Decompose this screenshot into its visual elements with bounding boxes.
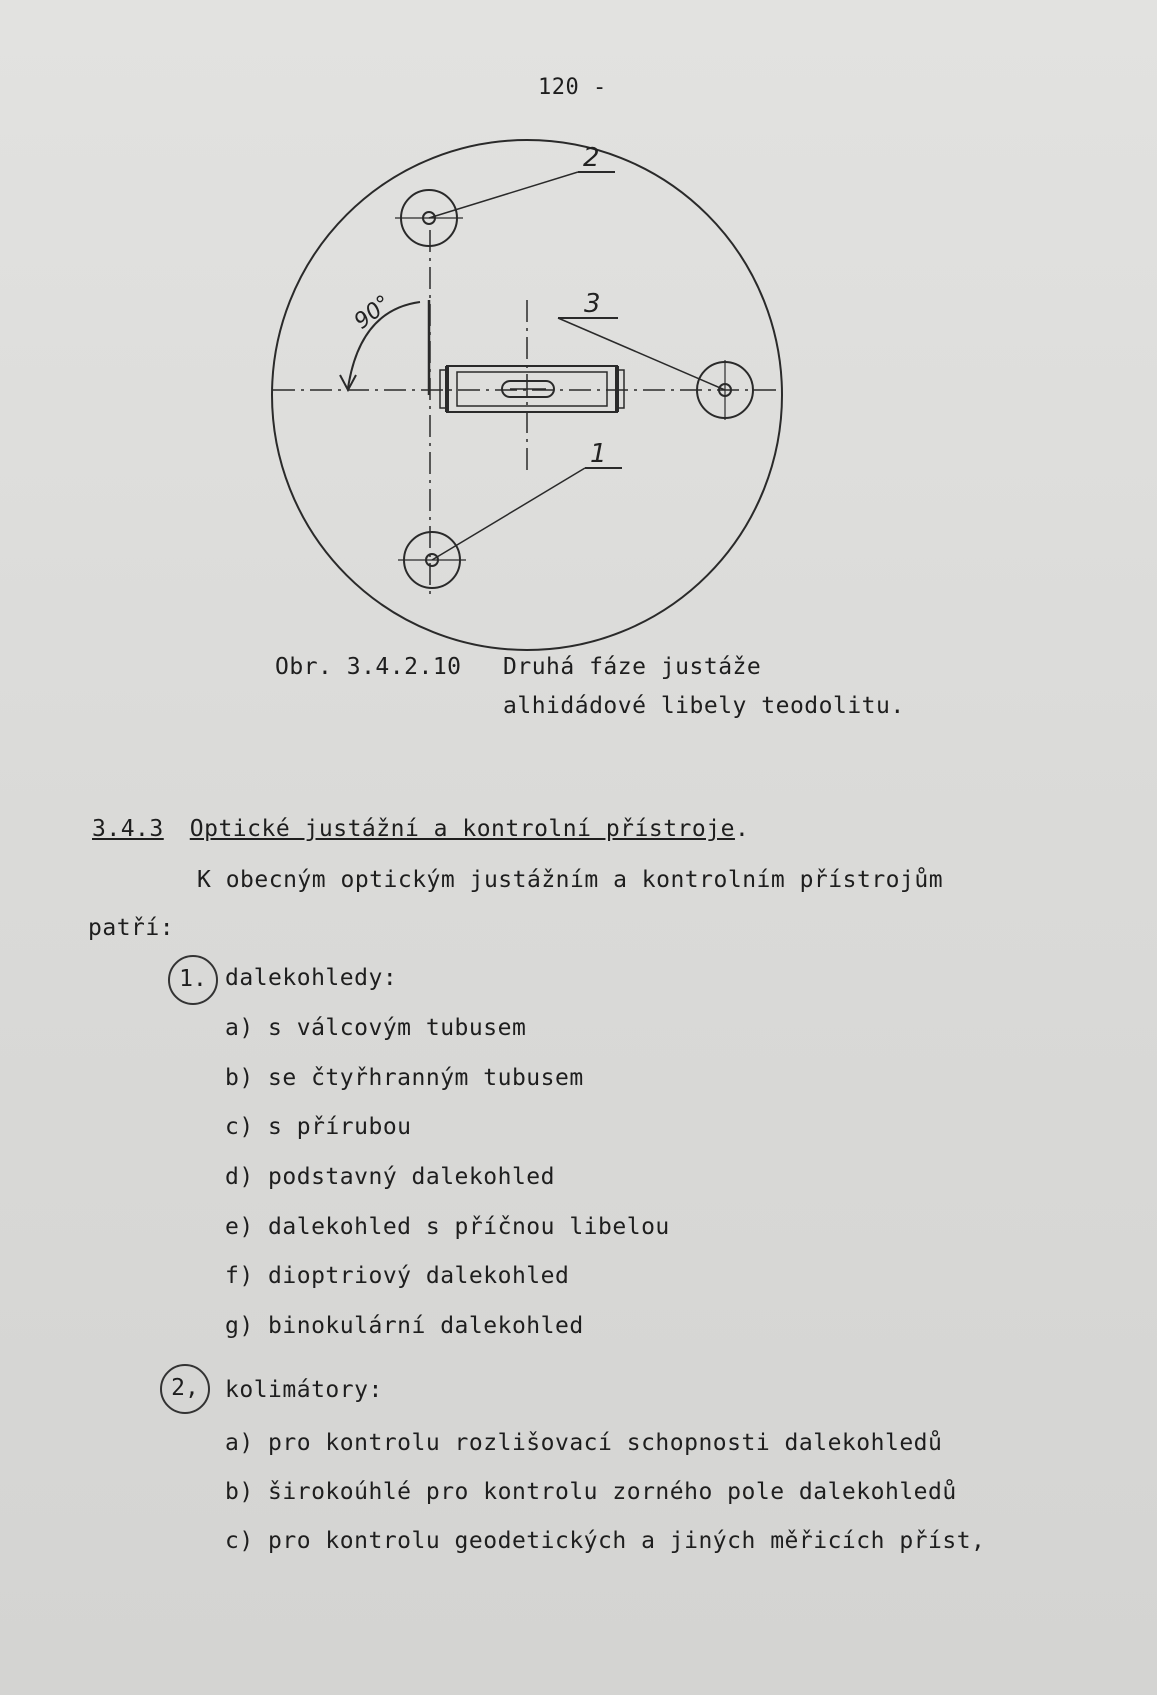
list-item: a) s válcovým tubusem: [225, 1015, 527, 1041]
group-label-telescopes: dalekohledy:: [225, 965, 398, 991]
leader-line-1: [432, 468, 585, 560]
section-title-period: .: [734, 816, 750, 842]
page-number: 120 -: [538, 75, 607, 100]
list-item: e) dalekohled s příčnou libelou: [225, 1214, 670, 1240]
section-heading: [92, 815, 749, 843]
circled-marker-1: 1.: [168, 955, 218, 1005]
list-item: c) s přírubou: [225, 1114, 412, 1140]
section-title: Optické justážní a kontrolní přístroje: [189, 816, 735, 842]
intro-paragraph-line2: patří:: [88, 915, 175, 941]
leader-line-2: [429, 172, 578, 218]
figure-caption-line2: alhidádové libely teodolitu.: [503, 693, 905, 719]
list-item: b) se čtyřhranným tubusem: [225, 1065, 584, 1091]
list-item: g) binokulární dalekohled: [225, 1313, 584, 1339]
group-label-collimators: kolimátory:: [225, 1377, 383, 1403]
list-item: f) dioptriový dalekohled: [225, 1263, 570, 1289]
figure-drawing: [0, 0, 1157, 700]
angle-label: 90°: [349, 290, 396, 335]
circled-marker-2: 2,: [160, 1364, 210, 1414]
figure-caption-line1: Druhá fáze justáže: [503, 654, 762, 680]
intro-paragraph-line1: K obecným optickým justážním a kontrolním přístrojům: [197, 867, 944, 893]
figure-label-2: 2: [583, 143, 600, 173]
figure-label-3: 3: [584, 289, 601, 319]
figure-label-1: 1: [590, 439, 607, 469]
list-item: b) širokoúhlé pro kontrolu zorného pole dalekohledů: [225, 1479, 957, 1505]
list-item: d) podstavný dalekohled: [225, 1164, 555, 1190]
leader-line-3: [558, 318, 725, 390]
list-item: a) pro kontrolu rozlišovací schopnosti dalekohledů: [225, 1430, 943, 1456]
section-number: 3.4.3: [92, 816, 164, 842]
list-item: c) pro kontrolu geodetických a jiných měřicích příst,: [225, 1528, 986, 1554]
tubular-level-vial: [440, 366, 624, 412]
figure-caption-number: Obr. 3.4.2.10: [275, 654, 462, 680]
